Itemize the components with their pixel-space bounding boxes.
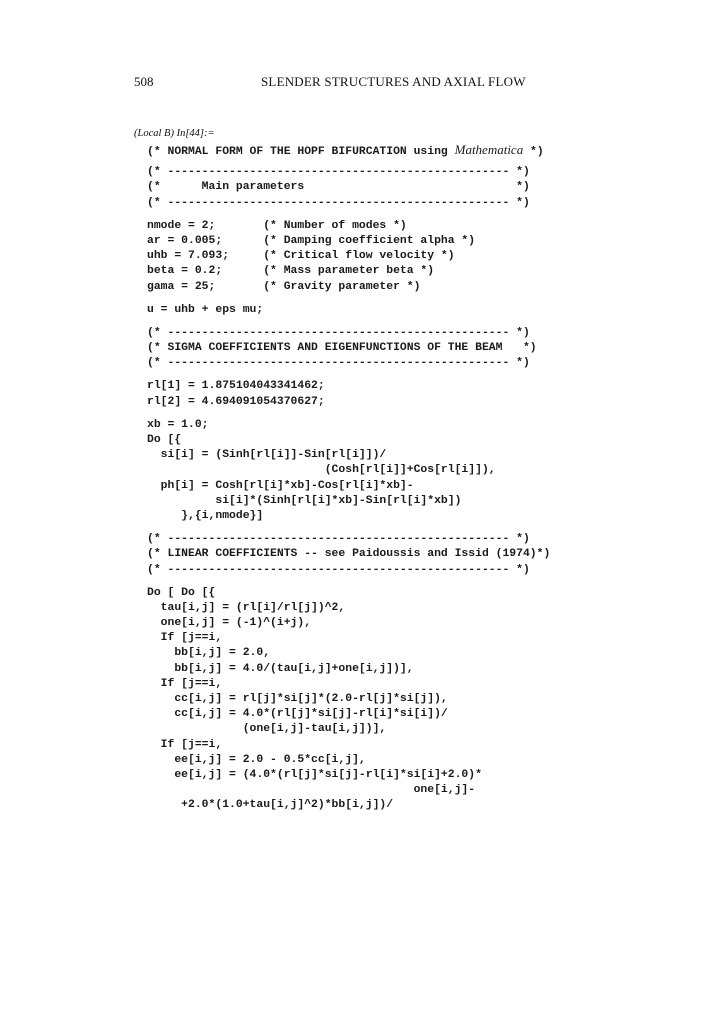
code-text: },{i,nmode}] [147,509,264,522]
blank-line [147,318,550,326]
code-line [147,692,550,707]
code-line [147,798,550,813]
blank-line [147,157,550,165]
code-text: one[i,j] = (-1)^(i+j), [147,617,312,630]
blank-line [147,578,550,586]
code-text: u = uhb + eps mu; [147,303,264,316]
page-header [0,74,727,94]
code-text: bb[i,j] = 2.0, [147,647,271,660]
running-title: SLENDER STRUCTURES AND AXIAL FLOW [261,74,526,89]
code-text: (one[i,j]-tau[i,j])], [147,723,387,736]
code-text: (* -------------------------------------------------- *) [147,357,530,370]
code-line [147,196,550,211]
mathematica-italic: Mathematica [454,142,524,157]
code-line [147,509,550,524]
code-text: Do [ Do [{ [147,586,216,599]
code-text: tau[i,j] = (rl[i]/rl[j])^2, [147,601,346,614]
code-line [147,249,550,264]
code-text: ee[i,j] = 2.0 - 0.5*cc[i,j], [147,753,366,766]
code-line [147,631,550,646]
code-text: ee[i,j] = (4.0*(rl[j]*si[j]-rl[i]*si[i]+2.0)* [147,768,482,781]
code-text: gama = 25; (* Gravity parameter *) [147,280,421,293]
input-cell-label: (Local B) In[44]:= [134,128,215,139]
code-text: (* NORMAL FORM OF THE HOPF BIFURCATION using [147,146,455,158]
code-line [147,586,550,601]
blank-line [147,410,550,418]
code-line [147,479,550,494]
code-line [147,783,550,798]
code-line [147,280,550,295]
code-line [147,303,550,318]
code-line [147,180,550,195]
code-line [147,379,550,394]
code-text: (* -------------------------------------------------- *) [147,563,530,576]
code-text: nmode = 2; (* Number of modes *) [147,219,407,232]
code-line [147,395,550,410]
blank-line [147,211,550,219]
code-text: cc[i,j] = rl[j]*si[j]*(2.0-rl[j]*si[j]), [147,693,448,705]
code-text: ph[i] = Cosh[rl[i]*xb]-Cos[rl[i]*xb]- [147,479,414,492]
code-text: (* SIGMA COEFFICIENTS AND EIGENFUNCTIONS OF THE BEAM *) [147,342,537,355]
code-line [147,234,550,249]
code-text: If [j==i, [147,677,223,690]
code-line [147,264,550,279]
code-line [147,707,550,722]
code-line [147,433,550,448]
code-text: (* -------------------------------------------------- *) [147,326,530,339]
code-line [147,722,550,737]
comment-close: *) [523,146,544,158]
code-line [147,738,550,753]
code-text: (* -------------------------------------------------- *) [147,196,530,209]
code-text: cc[i,j] = 4.0*(rl[j]*si[j]-rl[i]*si[i])/ [147,708,448,721]
code-line [147,532,550,547]
page-number: 508 [134,74,154,89]
code-text: (* LINEAR COEFFICIENTS -- see Paidoussis and Issid (1974)*) [147,548,551,561]
code-line [147,494,550,509]
code-line [147,448,550,463]
code-text: rl[1] = 1.875104043341462; [147,380,325,393]
code-line [147,142,550,157]
code-text: ar = 0.005; (* Damping coefficient alpha *) [147,234,476,247]
code-text: (* Main parameters *) [147,181,530,194]
code-text: If [j==i, [147,632,223,645]
blank-line [147,295,550,303]
code-text: xb = 1.0; [147,418,209,431]
code-text: si[i]*(Sinh[rl[i]*xb]-Sin[rl[i]*xb]) [147,494,462,507]
blank-line [147,371,550,379]
blank-line [147,524,550,532]
code-text: (Cosh[rl[i]]+Cos[rl[i]]), [147,464,496,477]
code-line [147,418,550,433]
code-line [147,547,550,562]
code-line [147,341,550,356]
code-text: (* -------------------------------------------------- *) [147,166,530,179]
code-line [147,463,550,478]
code-line [147,662,550,677]
code-line [147,326,550,341]
code-line [147,219,550,234]
code-text: (* -------------------------------------------------- *) [147,533,530,546]
code-line [147,356,550,371]
code-text: rl[2] = 4.694091054370627; [147,395,325,408]
code-line [147,753,550,768]
mathematica-code-block [147,142,550,814]
code-text: one[i,j]- [147,784,476,797]
code-line [147,646,550,661]
code-text: If [j==i, [147,738,223,751]
code-text: si[i] = (Sinh[rl[i]]-Sin[rl[i]])/ [147,449,387,462]
code-line [147,677,550,692]
code-line [147,768,550,783]
code-line [147,563,550,578]
code-text: uhb = 7.093; (* Critical flow velocity *) [147,250,455,263]
code-text: +2.0*(1.0+tau[i,j]^2)*bb[i,j])/ [147,799,394,812]
code-text: bb[i,j] = 4.0/(tau[i,j]+one[i,j])], [147,662,414,675]
code-line [147,601,550,616]
code-text: Do [{ [147,434,182,446]
code-line [147,165,550,180]
code-line [147,616,550,631]
code-text: beta = 0.2; (* Mass parameter beta *) [147,265,435,278]
